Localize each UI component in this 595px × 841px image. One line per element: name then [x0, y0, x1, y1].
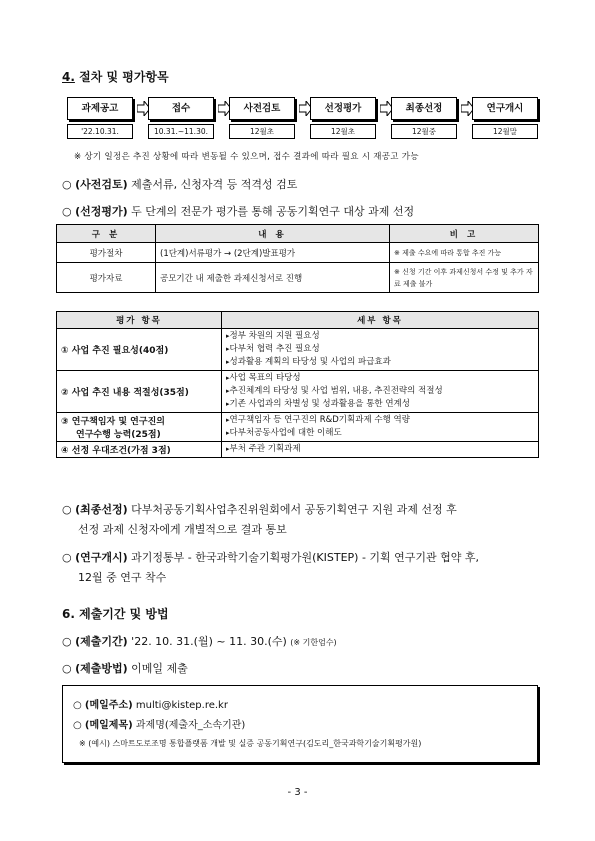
- flow-step-start: [472, 97, 538, 139]
- table-cell: ※ 제출 수요에 따라 통합 추진 가능: [390, 243, 539, 263]
- flow-step-pre-review: [229, 97, 295, 139]
- criteria-details: [222, 371, 539, 413]
- flow-step-evaluation: [310, 97, 376, 139]
- mail-example: ※ (예시) 스마트도로조명 통합플랫폼 개발 및 실증 공동기획연구(김도리_한국과학기술기획평가원): [79, 739, 422, 748]
- flow-step-label: 사전검토: [229, 97, 295, 120]
- detail-item: ▸ 기존 사업과의 차별성 및 성과활용을 통한 연계성: [226, 398, 534, 411]
- section-4-heading: [62, 68, 169, 85]
- table-row: [57, 413, 539, 442]
- mail-address[interactable]: multi@kistep.re.kr: [135, 700, 228, 711]
- flow-step-date: 12월말: [472, 124, 538, 139]
- criteria-details: [222, 329, 539, 371]
- bullet-text: 이메일 제출: [127, 662, 188, 675]
- bullet-research-start: [62, 548, 542, 588]
- mail-address-label: (메일주소): [84, 700, 133, 711]
- flow-step-label: 연구개시: [472, 97, 538, 120]
- bullet-label: (최종선정): [75, 503, 128, 516]
- circle-bullet-icon: ○: [73, 720, 82, 731]
- table-row: [57, 442, 539, 458]
- flow-step-date: 10.31.~11.30.: [148, 124, 214, 139]
- bullet-pre-review: [62, 176, 297, 192]
- para-line: 12월 중 연구 착수: [78, 571, 167, 584]
- criteria-details: [222, 442, 539, 458]
- page-number: - 3 -: [287, 787, 308, 798]
- circle-bullet-icon: ○: [62, 503, 76, 516]
- flow-step-date: 12월중: [391, 124, 457, 139]
- schedule-note: ※ 상기 일정은 추진 상황에 따라 변동될 수 있으며, 접수 결과에 따라 필요 시 재공고 가능: [74, 152, 419, 162]
- section-number: 6.: [62, 607, 75, 621]
- circle-bullet-icon: ○: [62, 205, 72, 218]
- table-cell: (1단계)서류평가 → (2단계)발표평가: [156, 243, 390, 263]
- flow-step-final: [391, 97, 457, 139]
- bullet-label: (제출기간): [75, 635, 128, 648]
- table-header: 평가 항목: [57, 312, 222, 329]
- table-cell: 평가절차: [57, 243, 156, 263]
- bullet-text: 다부처공동기획사업추진위원회에서 공동기획연구 지원 과제 선정 후: [127, 503, 457, 516]
- process-flow: [67, 97, 537, 139]
- mail-subject: 과제명(제출자_소속기관): [135, 720, 246, 731]
- table-row: [57, 243, 539, 263]
- bullet-text: '22. 10. 31.(월) ~ 11. 30.(수): [127, 635, 287, 648]
- detail-item: ▸ 정부 차원의 지원 필요성: [226, 330, 534, 343]
- circle-bullet-icon: ○: [62, 551, 76, 564]
- flow-step-label: 과제공고: [67, 97, 133, 120]
- circle-bullet-icon: ○: [62, 635, 72, 648]
- section-number: 4.: [62, 70, 75, 84]
- flow-step-announcement: [67, 97, 133, 139]
- table-row: [57, 263, 539, 293]
- table-header: 내 용: [156, 225, 390, 243]
- detail-item: ▸ 다부처공동사업에 대한 이해도: [226, 427, 534, 440]
- table-cell: 공모기간 내 제출한 과제신청서로 진행: [156, 263, 390, 293]
- flow-step-label: 최종선정: [391, 97, 457, 120]
- detail-item: ▸ 연구책임자 등 연구진의 R&D기획과제 수행 역량: [226, 414, 534, 427]
- section-title: 절차 및 평가항목: [79, 70, 169, 84]
- circle-bullet-icon: ○: [62, 178, 72, 191]
- table-header-row: [57, 312, 539, 329]
- flow-step-label: 접수: [148, 97, 214, 120]
- table-cell: 평가자료: [57, 263, 156, 293]
- criteria-details: [222, 413, 539, 442]
- table-header-row: [57, 225, 539, 243]
- section-title: 제출기간 및 방법: [79, 607, 169, 621]
- para-line: [62, 548, 542, 568]
- bullet-period: [62, 633, 337, 649]
- detail-item: ▸ 사업 목표의 타당성: [226, 372, 534, 385]
- bullet-text: 제출서류, 신청자격 등 적격성 검토: [127, 178, 298, 191]
- deadline-note: (※ 기한엄수): [290, 638, 337, 647]
- flow-step-submission: [148, 97, 214, 139]
- table-row: [57, 329, 539, 371]
- criteria-item-line: 연구수행 능력(25점): [76, 430, 161, 440]
- para-line: [62, 500, 542, 520]
- evaluation-criteria-table: [56, 311, 539, 458]
- table-row: [57, 371, 539, 413]
- table-header: 구 분: [57, 225, 156, 243]
- bullet-label: (선정평가): [75, 205, 128, 218]
- flow-step-label: 선정평가: [310, 97, 376, 120]
- bullet-final-selection: [62, 500, 542, 540]
- criteria-item: ① 사업 추진 필요성(40점): [57, 329, 222, 371]
- mail-info-box: [62, 685, 538, 763]
- criteria-item: [57, 413, 222, 442]
- evaluation-procedure-table: [56, 224, 539, 293]
- flow-step-date: '22.10.31.: [67, 124, 133, 139]
- mail-subject-label: (메일제목): [84, 720, 133, 731]
- para-line: 선정 과제 신청자에게 개별적으로 결과 통보: [78, 523, 287, 536]
- table-header: 세부 항목: [222, 312, 539, 329]
- table-cell: ※ 신청 기간 이후 과제신청서 수정 및 추가 자료 제출 불가: [390, 263, 539, 293]
- detail-item: ▸ 부처 주관 기획과제: [226, 443, 534, 456]
- criteria-item: ④ 선정 우대조건(가점 3점): [57, 442, 222, 458]
- bullet-method: [62, 660, 188, 676]
- bullet-label: (제출방법): [75, 662, 128, 675]
- flow-step-date: 12월초: [310, 124, 376, 139]
- circle-bullet-icon: ○: [73, 700, 82, 711]
- bullet-label: (사전검토): [75, 178, 128, 191]
- mail-subject-row: [73, 716, 245, 731]
- circle-bullet-icon: ○: [62, 662, 72, 675]
- detail-item: ▸ 다부처 협력 추진 필요성: [226, 343, 534, 356]
- bullet-label: (연구개시): [75, 551, 128, 564]
- bullet-text: 과기정통부 - 한국과학기술기획평가원(KISTEP) - 기획 연구기관 협약 후,: [127, 551, 480, 564]
- mail-address-row: [73, 696, 228, 711]
- detail-item: ▸ 추진체계의 타당성 및 사업 범위, 내용, 추진전략의 적절성: [226, 385, 534, 398]
- criteria-item-line: ③ 연구책임자 및 연구진의: [61, 417, 165, 427]
- detail-item: ▸ 성과활용 계획의 타당성 및 사업의 파급효과: [226, 356, 534, 369]
- flow-step-date: 12월초: [229, 124, 295, 139]
- table-header: 비 고: [390, 225, 539, 243]
- criteria-item: ② 사업 추진 내용 적절성(35점): [57, 371, 222, 413]
- bullet-text: 두 단계의 전문가 평가를 통해 공동기획연구 대상 과제 선정: [127, 205, 415, 218]
- bullet-selection: [62, 203, 414, 219]
- section-6-heading: [62, 605, 169, 622]
